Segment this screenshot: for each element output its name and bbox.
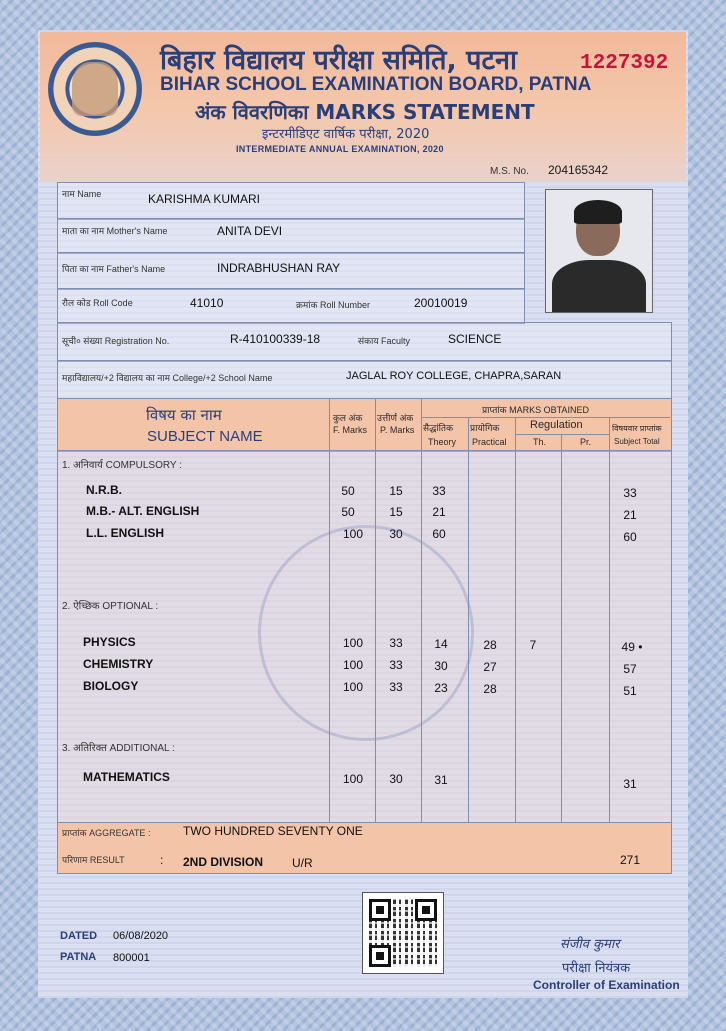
- exam-title: INTERMEDIATE ANNUAL EXAMINATION, 2020: [236, 144, 444, 154]
- subject-total: 21: [623, 508, 637, 522]
- place-label: PATNA: [60, 951, 97, 963]
- result-ur: U/R: [292, 856, 313, 870]
- faculty-label: संकाय Faculty: [358, 336, 411, 346]
- student-name: KARISHMA KUMARI: [148, 192, 261, 206]
- full-marks: 50: [341, 505, 355, 519]
- subject-name: L.L. ENGLISH: [86, 526, 164, 540]
- column-line: [609, 417, 610, 822]
- subject-total: 33: [623, 486, 637, 500]
- section-compulsory: 1. अनिवार्य COMPULSORY :: [62, 460, 182, 471]
- subject-total: 57: [623, 662, 637, 676]
- section-additional: 3. अतिरिक्त ADDITIONAL :: [62, 743, 175, 754]
- column-line: [375, 398, 376, 822]
- photo-body: [552, 260, 646, 313]
- seal-watermark-icon: [258, 525, 474, 741]
- roll-code-label: रौल कोड Roll Code: [62, 298, 133, 308]
- subject-header-hindi: विषय का नाम: [146, 406, 222, 424]
- board-title: BIHAR SCHOOL EXAMINATION BOARD, PATNA: [160, 74, 592, 95]
- controller-title: Controller of Examination: [533, 978, 680, 992]
- father-label: पिता का नाम Father's Name: [62, 264, 166, 274]
- theory-marks: 30: [434, 659, 448, 673]
- aggregate-words: TWO HUNDRED SEVENTY ONE: [183, 824, 363, 838]
- name-row: [57, 182, 525, 220]
- full-marks: 100: [342, 658, 364, 672]
- theory-marks: 23: [434, 681, 448, 695]
- subject-total-header-hindi: विषयवार प्राप्तांक: [612, 424, 662, 433]
- result-colon: :: [160, 853, 164, 867]
- result-label: परिणाम RESULT: [62, 855, 125, 865]
- subject-header: SUBJECT NAME: [147, 428, 263, 445]
- column-line: [561, 434, 562, 822]
- reg-theory-header: Th.: [533, 437, 547, 447]
- full-marks: 100: [342, 680, 364, 694]
- subject-name: PHYSICS: [83, 635, 136, 649]
- exam-title-hindi: इन्टरमीडिएट वार्षिक परीक्षा, 2020: [262, 127, 430, 142]
- subject-total: 49 •: [621, 640, 643, 654]
- pass-marks: 30: [389, 772, 403, 786]
- header-divider: [421, 417, 670, 418]
- subject-total: 31: [623, 777, 637, 791]
- photo-hair: [574, 200, 622, 224]
- pmarks-header-hindi: उत्तीर्ण अंक: [377, 413, 414, 423]
- full-marks: 100: [342, 636, 364, 650]
- ms-no-label: M.S. No.: [490, 166, 529, 177]
- theory-header: Theory: [428, 437, 457, 447]
- controller-title-hindi: परीक्षा नियंत्रक: [562, 961, 631, 976]
- subject-total: 51: [623, 684, 637, 698]
- college-name: JAGLAL ROY COLLEGE, CHAPRA,SARAN: [346, 370, 562, 382]
- ms-no: 204165342: [548, 163, 609, 177]
- place-code: 800001: [113, 952, 150, 964]
- subject-name: MATHEMATICS: [83, 770, 170, 784]
- fmarks-header: F. Marks: [333, 425, 368, 435]
- theory-marks: 21: [432, 505, 446, 519]
- pass-marks: 15: [389, 484, 403, 498]
- roll-number: 20010019: [414, 296, 468, 310]
- full-marks: 50: [341, 484, 355, 498]
- pass-marks: 15: [389, 505, 403, 519]
- mother-name: ANITA DEVI: [217, 224, 283, 238]
- theory-marks: 33: [432, 484, 446, 498]
- column-line: [421, 398, 422, 822]
- subject-name: CHEMISTRY: [83, 657, 154, 671]
- aggregate-total: 271: [620, 853, 641, 867]
- seal-figure-icon: [72, 62, 118, 116]
- theory-marks: 14: [434, 637, 448, 651]
- roll-number-label: क्रमांक Roll Number: [296, 300, 371, 310]
- aggregate-label: प्राप्तांक AGGREGATE :: [62, 828, 151, 838]
- faculty: SCIENCE: [448, 332, 502, 346]
- pmarks-header: P. Marks: [380, 425, 415, 435]
- registration-label: सूची० संख्या Registration No.: [62, 336, 170, 346]
- marks-obtained-header: प्राप्तांक MARKS OBTAINED: [482, 405, 589, 415]
- theory-header-hindi: सैद्धांतिक: [423, 423, 453, 433]
- serial-number: 1227392: [580, 52, 669, 75]
- pass-marks: 33: [389, 636, 403, 650]
- practical-header: Practical: [472, 437, 507, 447]
- subject-total: 60: [623, 530, 637, 544]
- statement-title: अंक विवरणिका MARKS STATEMENT: [195, 100, 535, 124]
- subject-name: N.R.B.: [86, 483, 122, 497]
- board-title-hindi: बिहार विद्यालय परीक्षा समिति, पटना: [160, 45, 518, 76]
- qr-code-icon: [362, 892, 444, 974]
- practical-marks: 28: [483, 638, 497, 652]
- subject-name: BIOLOGY: [83, 679, 139, 693]
- column-line: [468, 417, 469, 822]
- mother-label: माता का नाम Mother's Name: [62, 226, 168, 236]
- regulation-theory: 7: [529, 638, 537, 652]
- theory-marks: 31: [434, 773, 448, 787]
- dated-value: 06/08/2020: [113, 930, 169, 942]
- practical-header-hindi: प्रायोगिक: [470, 423, 500, 433]
- fmarks-header-hindi: कुल अंक: [333, 413, 363, 423]
- pass-marks: 30: [389, 527, 403, 541]
- reg-practical-header: Pr.: [580, 437, 592, 447]
- pass-marks: 33: [389, 658, 403, 672]
- practical-marks: 27: [483, 660, 497, 674]
- result-division: 2ND DIVISION: [183, 855, 264, 869]
- full-marks: 100: [342, 772, 364, 786]
- college-label: महाविद्यालय/+2 विद्यालय का नाम College/+2 School Name: [62, 373, 273, 383]
- subject-total-header: Subject Total: [614, 437, 660, 446]
- header-divider: [515, 434, 609, 435]
- name-label: नाम Name: [62, 189, 102, 199]
- student-photo: [545, 189, 653, 313]
- father-name: INDRABHUSHAN RAY: [217, 261, 341, 275]
- roll-code: 41010: [190, 296, 224, 310]
- full-marks: 100: [342, 527, 364, 541]
- practical-marks: 28: [483, 682, 497, 696]
- controller-signature: संजीव कुमार: [560, 937, 620, 952]
- registration-number: R-410100339-18: [230, 332, 321, 346]
- dated-label: DATED: [60, 930, 98, 942]
- column-line: [329, 398, 330, 822]
- theory-marks: 60: [432, 527, 446, 541]
- section-optional: 2. ऐच्छिक OPTIONAL :: [62, 601, 159, 612]
- regulation-header: Regulation: [530, 419, 583, 431]
- pass-marks: 33: [389, 680, 403, 694]
- column-line: [515, 417, 516, 822]
- subject-name: M.B.- ALT. ENGLISH: [86, 504, 200, 518]
